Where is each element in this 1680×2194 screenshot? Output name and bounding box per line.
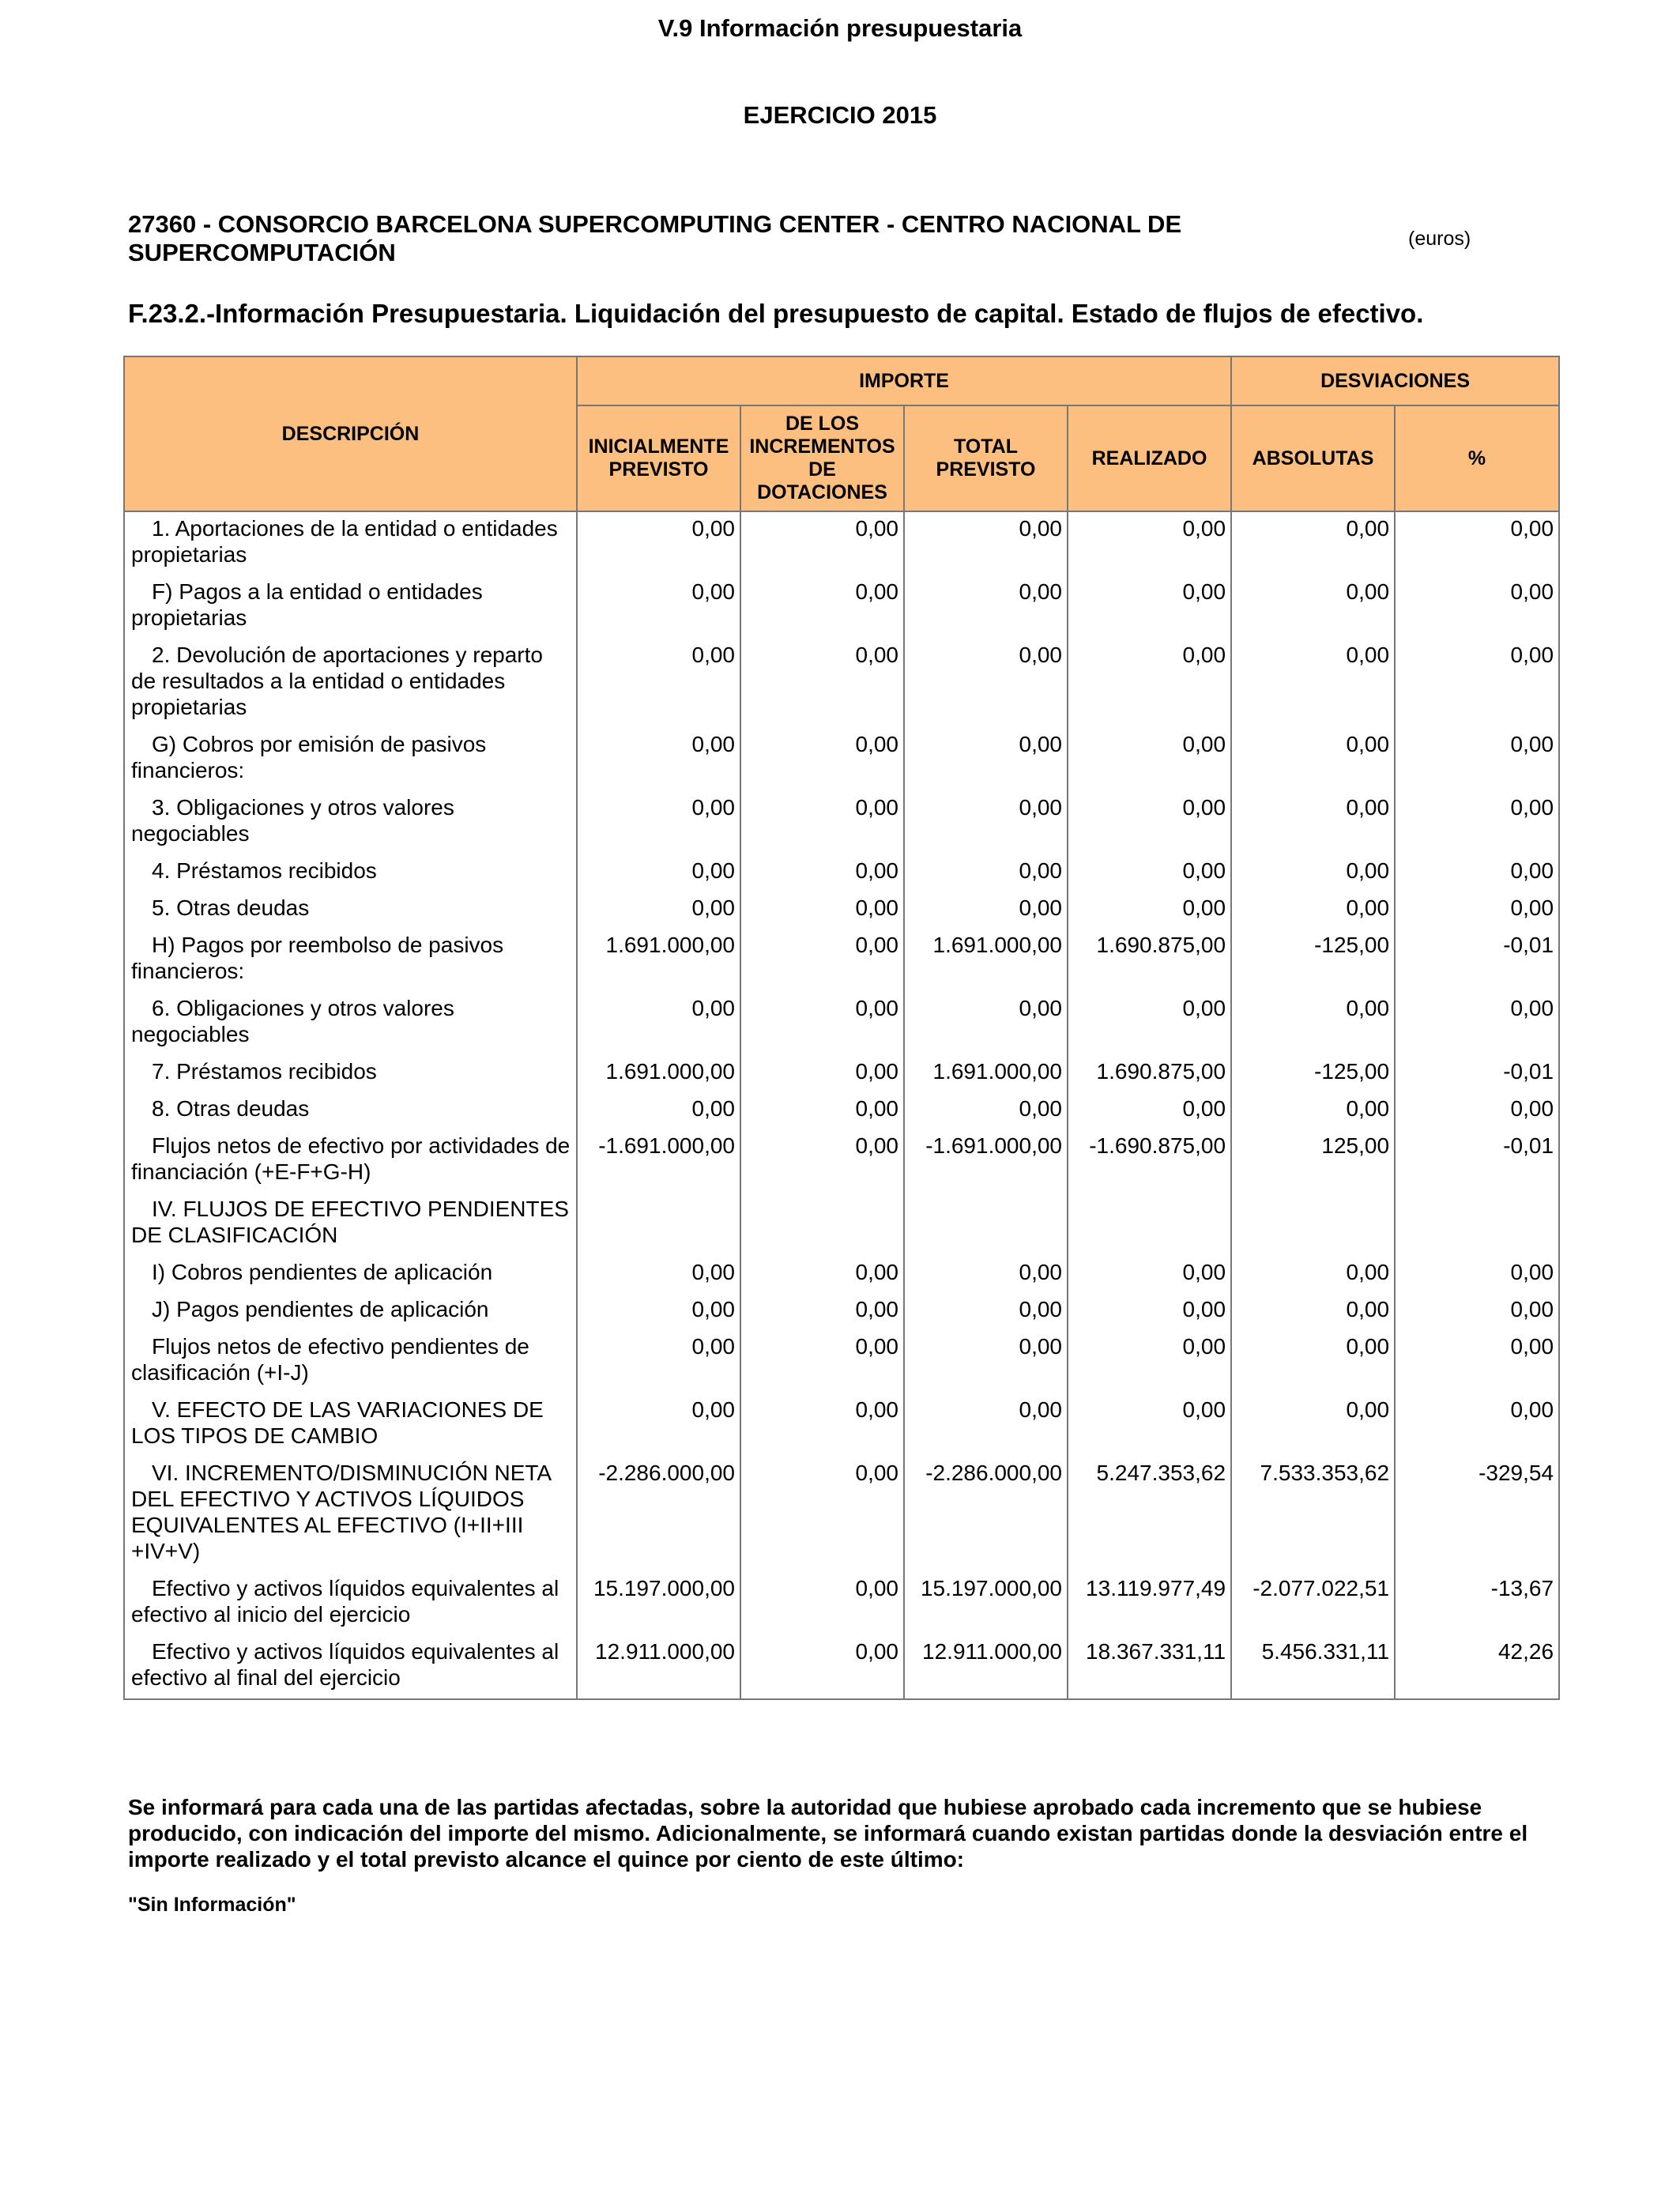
cell-porcentaje: 0,00 xyxy=(1395,575,1559,639)
header-desviaciones: DESVIACIONES xyxy=(1231,356,1559,405)
cell-absolutas: 0,00 xyxy=(1231,639,1395,728)
table-row xyxy=(124,992,1559,1055)
row-description xyxy=(124,1129,577,1193)
cell-inicialmente-previsto: 0,00 xyxy=(577,791,740,854)
cell-absolutas: 0,00 xyxy=(1231,892,1395,929)
row-description-rest: LOS TIPOS DE CAMBIO xyxy=(131,1423,379,1448)
cell-total-previsto: 0,00 xyxy=(904,1256,1068,1293)
cell-incrementos-dotaciones: 0,00 xyxy=(740,1635,904,1699)
cell-inicialmente-previsto: 0,00 xyxy=(577,1393,740,1457)
cell-realizado: 0,00 xyxy=(1068,1293,1231,1330)
row-description xyxy=(124,1293,577,1330)
cell-inicialmente-previsto: 0,00 xyxy=(577,1256,740,1293)
row-description xyxy=(124,992,577,1055)
cell-incrementos-dotaciones: 0,00 xyxy=(740,728,904,791)
cell-inicialmente-previsto: 0,00 xyxy=(577,639,740,728)
header-incrementos-dotaciones: DE LOS INCREMENTOS DE DOTACIONES xyxy=(740,405,904,511)
cell-realizado: 0,00 xyxy=(1068,992,1231,1055)
cell-incrementos-dotaciones: 0,00 xyxy=(740,992,904,1055)
cell-absolutas: 0,00 xyxy=(1231,1256,1395,1293)
budget-table xyxy=(123,356,1560,1700)
cell-porcentaje: -0,01 xyxy=(1395,1055,1559,1092)
cell-inicialmente-previsto: 0,00 xyxy=(577,1092,740,1129)
cell-incrementos-dotaciones: 0,00 xyxy=(740,575,904,639)
table-row xyxy=(124,1256,1559,1293)
cell-total-previsto xyxy=(904,1193,1068,1256)
row-description xyxy=(124,511,577,575)
cell-incrementos-dotaciones: 0,00 xyxy=(740,892,904,929)
cell-porcentaje xyxy=(1395,1193,1559,1256)
footer-note: Se informará para cada una de las partidas afectadas, sobre la autoridad que hubiese aprobado cada incremento que se hubiese producido, con indicación del importe del mismo. Adicionalmente, se informará cuando existan partidas donde la desviación entre el importe realizado y el total previsto alcance el quince por ciento de este último: xyxy=(128,1795,1528,1872)
row-description-lead: Flujos netos de efectivo pendientes de xyxy=(152,1334,529,1359)
cell-realizado: 0,00 xyxy=(1068,511,1231,575)
cell-porcentaje: 0,00 xyxy=(1395,639,1559,728)
row-description-rest: DEL EFECTIVO Y ACTIVOS LÍQUIDOS EQUIVALENTES AL EFECTIVO (I+II+III +IV+V) xyxy=(131,1487,525,1563)
cell-inicialmente-previsto: 0,00 xyxy=(577,511,740,575)
cell-incrementos-dotaciones: 0,00 xyxy=(740,1129,904,1193)
header-descripcion: DESCRIPCIÓN xyxy=(124,356,577,511)
cell-incrementos-dotaciones: 0,00 xyxy=(740,791,904,854)
section-title: V.9 Información presupuestaria xyxy=(657,14,1023,42)
cell-porcentaje: 0,00 xyxy=(1395,1293,1559,1330)
cell-incrementos-dotaciones: 0,00 xyxy=(740,1572,904,1635)
row-description-lead: 7. Préstamos recibidos xyxy=(152,1059,377,1084)
row-description xyxy=(124,1330,577,1393)
cell-absolutas: 7.533.353,62 xyxy=(1231,1457,1395,1572)
cell-porcentaje: 0,00 xyxy=(1395,728,1559,791)
row-description-lead: 3. Obligaciones y otros valores xyxy=(152,795,454,820)
cell-porcentaje: 0,00 xyxy=(1395,1256,1559,1293)
table-row xyxy=(124,1393,1559,1457)
cell-total-previsto: 1.691.000,00 xyxy=(904,1055,1068,1092)
table-body xyxy=(124,511,1559,1699)
cell-absolutas: -125,00 xyxy=(1231,929,1395,992)
table-row xyxy=(124,1193,1559,1256)
table-row xyxy=(124,854,1559,892)
cell-incrementos-dotaciones: 0,00 xyxy=(740,1293,904,1330)
row-description xyxy=(124,929,577,992)
cell-total-previsto: 0,00 xyxy=(904,854,1068,892)
cell-realizado: 0,00 xyxy=(1068,728,1231,791)
row-description-lead: J) Pagos pendientes de aplicación xyxy=(152,1297,489,1321)
row-description-lead: IV. FLUJOS DE EFECTIVO xyxy=(152,1197,422,1221)
cell-incrementos-dotaciones: 0,00 xyxy=(740,1092,904,1129)
cell-incrementos-dotaciones: 0,00 xyxy=(740,929,904,992)
table-row xyxy=(124,892,1559,929)
row-description-lead: 5. Otras deudas xyxy=(152,895,310,920)
cell-porcentaje: -0,01 xyxy=(1395,1129,1559,1193)
row-description-lead: 6. Obligaciones y otros valores xyxy=(152,996,454,1020)
cell-incrementos-dotaciones: 0,00 xyxy=(740,1330,904,1393)
cell-realizado: 0,00 xyxy=(1068,1330,1231,1393)
row-description xyxy=(124,728,577,791)
row-description xyxy=(124,1193,577,1256)
cell-realizado: 0,00 xyxy=(1068,1393,1231,1457)
cell-absolutas: 0,00 xyxy=(1231,511,1395,575)
cell-inicialmente-previsto: 1.691.000,00 xyxy=(577,929,740,992)
report-title: F.23.2.-Información Presupuestaria. Liquidación del presupuesto de capital. Estado de flujos de efectivo. xyxy=(128,299,1424,328)
cell-porcentaje: 0,00 xyxy=(1395,511,1559,575)
currency-units: (euros) xyxy=(1408,228,1471,250)
cell-absolutas: 0,00 xyxy=(1231,854,1395,892)
table-row xyxy=(124,791,1559,854)
cell-realizado: 0,00 xyxy=(1068,1256,1231,1293)
table-row xyxy=(124,1092,1559,1129)
row-description-rest: financieros: xyxy=(131,758,245,782)
cell-inicialmente-previsto: 0,00 xyxy=(577,854,740,892)
cell-total-previsto: 0,00 xyxy=(904,575,1068,639)
cell-porcentaje: -13,67 xyxy=(1395,1572,1559,1635)
cell-realizado: 1.690.875,00 xyxy=(1068,929,1231,992)
table-row xyxy=(124,511,1559,575)
row-description xyxy=(124,575,577,639)
row-description-lead: F) Pagos a la entidad o entidades xyxy=(152,579,483,604)
row-description-rest: financieros: xyxy=(131,959,245,983)
row-description-rest: de resultados a la entidad o entidades propietarias xyxy=(131,669,506,719)
cell-absolutas: 0,00 xyxy=(1231,992,1395,1055)
cell-total-previsto: 0,00 xyxy=(904,791,1068,854)
row-description-lead: 1. Aportaciones de la entidad o xyxy=(152,516,456,541)
cell-porcentaje: 0,00 xyxy=(1395,1330,1559,1393)
exercise-year: EJERCICIO 2015 xyxy=(743,101,937,129)
cell-inicialmente-previsto: 0,00 xyxy=(577,892,740,929)
table-row xyxy=(124,575,1559,639)
table-row xyxy=(124,1129,1559,1193)
table-row xyxy=(124,728,1559,791)
cell-realizado: 18.367.331,11 xyxy=(1068,1635,1231,1699)
cell-realizado: 0,00 xyxy=(1068,639,1231,728)
cell-absolutas: 5.456.331,11 xyxy=(1231,1635,1395,1699)
cell-incrementos-dotaciones xyxy=(740,1193,904,1256)
row-description xyxy=(124,1457,577,1572)
cell-inicialmente-previsto: 1.691.000,00 xyxy=(577,1055,740,1092)
table-row xyxy=(124,1293,1559,1330)
cell-total-previsto: 15.197.000,00 xyxy=(904,1572,1068,1635)
table-row xyxy=(124,1330,1559,1393)
row-description-rest: al efectivo al inicio del ejercicio xyxy=(131,1576,559,1627)
cell-absolutas: 0,00 xyxy=(1231,728,1395,791)
cell-inicialmente-previsto: 12.911.000,00 xyxy=(577,1635,740,1699)
cell-absolutas: 125,00 xyxy=(1231,1129,1395,1193)
cell-realizado: 13.119.977,49 xyxy=(1068,1572,1231,1635)
cell-incrementos-dotaciones: 0,00 xyxy=(740,1055,904,1092)
row-description-lead: VI. INCREMENTO/DISMINUCIÓN NETA xyxy=(152,1461,551,1485)
row-description xyxy=(124,1393,577,1457)
cell-incrementos-dotaciones: 0,00 xyxy=(740,511,904,575)
cell-realizado: 0,00 xyxy=(1068,791,1231,854)
table-row xyxy=(124,639,1559,728)
cell-inicialmente-previsto: 0,00 xyxy=(577,992,740,1055)
row-description-rest: de financiación (+E-F+G-H) xyxy=(131,1133,571,1184)
cell-total-previsto: 0,00 xyxy=(904,639,1068,728)
header-importe: IMPORTE xyxy=(577,356,1231,405)
row-description-rest: al efectivo al final del ejercicio xyxy=(131,1639,559,1690)
cell-absolutas: -2.077.022,51 xyxy=(1231,1572,1395,1635)
row-description xyxy=(124,1055,577,1092)
header-porcentaje: % xyxy=(1395,405,1559,511)
cell-total-previsto: 12.911.000,00 xyxy=(904,1635,1068,1699)
cell-inicialmente-previsto: 0,00 xyxy=(577,1293,740,1330)
cell-porcentaje: 42,26 xyxy=(1395,1635,1559,1699)
row-description xyxy=(124,639,577,728)
row-description xyxy=(124,1635,577,1699)
cell-porcentaje: 0,00 xyxy=(1395,1092,1559,1129)
cell-absolutas xyxy=(1231,1193,1395,1256)
cell-total-previsto: -1.691.000,00 xyxy=(904,1129,1068,1193)
cell-realizado: 0,00 xyxy=(1068,1092,1231,1129)
cell-porcentaje: 0,00 xyxy=(1395,1393,1559,1457)
cell-porcentaje: -329,54 xyxy=(1395,1457,1559,1572)
cell-absolutas: 0,00 xyxy=(1231,791,1395,854)
cell-total-previsto: 0,00 xyxy=(904,892,1068,929)
cell-incrementos-dotaciones: 0,00 xyxy=(740,1393,904,1457)
cell-incrementos-dotaciones: 0,00 xyxy=(740,1457,904,1572)
table-row xyxy=(124,1635,1559,1699)
row-description-lead: H) Pagos por reembolso de pasivos xyxy=(152,933,504,957)
table-row xyxy=(124,929,1559,992)
row-description-rest: negociables xyxy=(131,821,250,846)
cell-inicialmente-previsto: 0,00 xyxy=(577,575,740,639)
cell-total-previsto: 0,00 xyxy=(904,1393,1068,1457)
cell-total-previsto: -2.286.000,00 xyxy=(904,1457,1068,1572)
cell-porcentaje: 0,00 xyxy=(1395,854,1559,892)
cell-inicialmente-previsto: 0,00 xyxy=(577,728,740,791)
cell-porcentaje: 0,00 xyxy=(1395,791,1559,854)
cell-total-previsto: 0,00 xyxy=(904,1092,1068,1129)
header-realizado: REALIZADO xyxy=(1068,405,1231,511)
row-description-rest: entidades propietarias xyxy=(131,516,558,567)
cell-total-previsto: 0,00 xyxy=(904,728,1068,791)
cell-total-previsto: 0,00 xyxy=(904,992,1068,1055)
row-description xyxy=(124,892,577,929)
row-description-lead: 2. Devolución de aportaciones y reparto xyxy=(152,643,543,667)
row-description-lead: I) Cobros pendientes de aplicación xyxy=(152,1260,493,1284)
row-description-rest: negociables xyxy=(131,1022,250,1046)
cell-inicialmente-previsto: 15.197.000,00 xyxy=(577,1572,740,1635)
row-description-rest: PENDIENTES DE CLASIFICACIÓN xyxy=(131,1197,569,1247)
cell-total-previsto: 0,00 xyxy=(904,1330,1068,1393)
cell-realizado: 0,00 xyxy=(1068,892,1231,929)
cell-realizado: 1.690.875,00 xyxy=(1068,1055,1231,1092)
cell-absolutas: 0,00 xyxy=(1231,575,1395,639)
cell-realizado: -1.690.875,00 xyxy=(1068,1129,1231,1193)
table-row xyxy=(124,1572,1559,1635)
row-description-lead: V. EFECTO DE LAS VARIACIONES DE xyxy=(152,1397,544,1422)
cell-total-previsto: 0,00 xyxy=(904,1293,1068,1330)
cell-inicialmente-previsto: 0,00 xyxy=(577,1330,740,1393)
header-total-previsto: TOTAL PREVISTO xyxy=(904,405,1068,511)
row-description-rest: propietarias xyxy=(131,605,247,630)
cell-inicialmente-previsto: -1.691.000,00 xyxy=(577,1129,740,1193)
cell-total-previsto: 1.691.000,00 xyxy=(904,929,1068,992)
cell-incrementos-dotaciones: 0,00 xyxy=(740,639,904,728)
cell-inicialmente-previsto: -2.286.000,00 xyxy=(577,1457,740,1572)
row-description xyxy=(124,1256,577,1293)
no-info-label: "Sin Información" xyxy=(128,1894,296,1916)
cell-inicialmente-previsto xyxy=(577,1193,740,1256)
header-inicialmente-previsto: INICIALMENTE PREVISTO xyxy=(577,405,740,511)
row-description-lead: Efectivo y activos líquidos equivalentes xyxy=(152,1576,536,1600)
header-absolutas: ABSOLUTAS xyxy=(1231,405,1395,511)
row-description-lead: Efectivo y activos líquidos equivalentes xyxy=(152,1639,536,1664)
table-row xyxy=(124,1055,1559,1092)
row-description xyxy=(124,854,577,892)
cell-realizado: 5.247.353,62 xyxy=(1068,1457,1231,1572)
entity-name: 27360 - CONSORCIO BARCELONA SUPERCOMPUTING CENTER - CENTRO NACIONAL DE SUPERCOMPUTACIÓN xyxy=(128,210,1182,266)
cell-porcentaje: 0,00 xyxy=(1395,992,1559,1055)
row-description xyxy=(124,1092,577,1129)
cell-realizado xyxy=(1068,1193,1231,1256)
table-row xyxy=(124,1457,1559,1572)
cell-realizado: 0,00 xyxy=(1068,575,1231,639)
cell-absolutas: 0,00 xyxy=(1231,1330,1395,1393)
row-description-rest: clasificación (+I-J) xyxy=(131,1360,309,1385)
row-description-lead: 4. Préstamos recibidos xyxy=(152,858,377,883)
row-description xyxy=(124,1572,577,1635)
cell-incrementos-dotaciones: 0,00 xyxy=(740,1256,904,1293)
cell-porcentaje: -0,01 xyxy=(1395,929,1559,992)
cell-absolutas: 0,00 xyxy=(1231,1092,1395,1129)
cell-porcentaje: 0,00 xyxy=(1395,892,1559,929)
cell-absolutas: 0,00 xyxy=(1231,1393,1395,1457)
row-description xyxy=(124,791,577,854)
row-description-lead: 8. Otras deudas xyxy=(152,1096,310,1121)
cell-total-previsto: 0,00 xyxy=(904,511,1068,575)
cell-absolutas: 0,00 xyxy=(1231,1293,1395,1330)
row-description-lead: Flujos netos de efectivo por actividades xyxy=(152,1133,540,1158)
cell-realizado: 0,00 xyxy=(1068,854,1231,892)
cell-incrementos-dotaciones: 0,00 xyxy=(740,854,904,892)
row-description-lead: G) Cobros por emisión de pasivos xyxy=(152,732,487,756)
cell-absolutas: -125,00 xyxy=(1231,1055,1395,1092)
